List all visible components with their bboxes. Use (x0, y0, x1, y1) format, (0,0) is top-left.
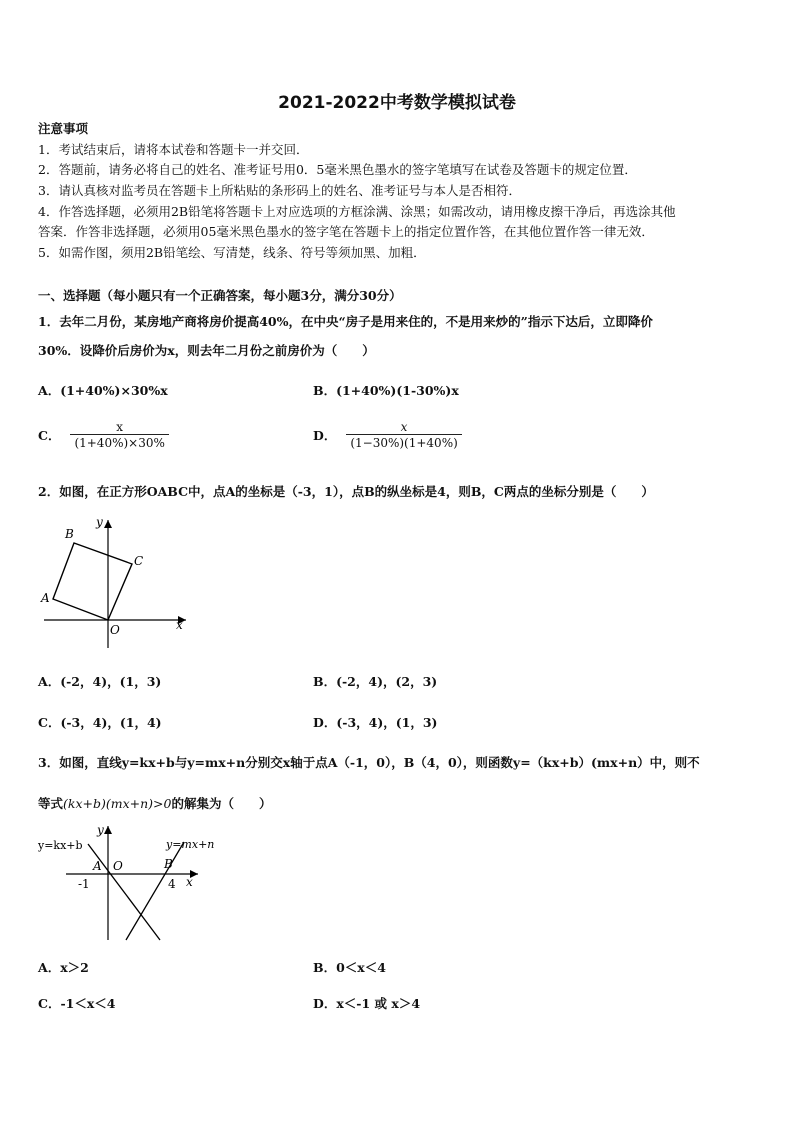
section-heading: 一、选择题（每小题只有一个正确答案，每小题3分，满分30分） (38, 288, 402, 303)
q3-option-b[interactable]: B．0＜x＜4 (313, 960, 386, 975)
q2-label-b: B (65, 527, 74, 541)
q3-label-line1: y=kx+b (38, 839, 83, 852)
q3-label-4: 4 (168, 877, 176, 891)
q1-option-d-numerator: x (400, 420, 408, 434)
q3-lines-figure (36, 822, 226, 944)
q3-label-a: A (93, 859, 102, 873)
notice-item-3: 3．请认真核对监考员在答题卡上所粘贴的条形码上的姓名、准考证号与本人是否相符． (38, 183, 521, 198)
q2-stem: 2．如图，在正方形OABC中，点A的坐标是（-3，1），点B的纵坐标是4，则B，C两点的坐标分别是（ ） (38, 484, 654, 499)
q1-option-a[interactable]: A．(1+40%)×30%x (38, 383, 168, 398)
q1-option-b[interactable]: B．(1+40%)(1-30%)x (313, 383, 459, 398)
q2-label-a: A (41, 591, 50, 605)
q2-option-b[interactable]: B．(-2，4)，(2，3) (313, 674, 438, 689)
q2-option-a[interactable]: A．(-2，4)，(1，3) (38, 674, 162, 689)
q1-stem-line2: 30%．设降价后房价为x，则去年二月份之前房价为（ ） (38, 343, 375, 358)
page-title: 2021-2022中考数学模拟试卷 (278, 93, 516, 113)
q3-stem-suffix: 的解集为（ ） (171, 796, 272, 811)
q3-option-c[interactable]: C．-1＜x＜4 (38, 996, 116, 1011)
q3-label-y: y (97, 823, 104, 837)
q3-label-line2: y=mx+n (166, 838, 215, 851)
notice-item-4: 4．作答选择题，必须用2B铅笔将答题卡上对应选项的方框涂满、涂黑；如需改动，请用橡皮擦干净后，再选涂其他 (38, 204, 676, 219)
q3-label-b: B (164, 857, 173, 871)
q3-stem-prefix: 等式 (38, 796, 64, 811)
q1-option-c-numerator: x (116, 420, 124, 434)
q3-inequality: (kx+b)(mx+n)>0 (63, 796, 172, 811)
q1-option-c[interactable] (38, 420, 169, 450)
q1-option-d-label: D． (313, 428, 337, 443)
q2-option-d[interactable]: D．(-3，4)，(1，3) (313, 715, 438, 730)
q2-option-c[interactable]: C．(-3，4)，(1，4) (38, 715, 162, 730)
q1-option-d-denominator: (1−30%)(1+40%) (346, 434, 461, 450)
q1-option-c-fraction (70, 420, 168, 450)
notice-item-2: 2．答题前，请务必将自己的姓名、准考证号用0．5毫米黑色墨水的签字笔填写在试卷及答题卡的规定位置． (38, 162, 637, 177)
q2-square-figure (36, 512, 196, 652)
q2-y-arrow (104, 520, 112, 528)
q2-label-x: x (176, 618, 183, 632)
q2-label-o: O (110, 623, 120, 637)
q3-line-mx-n (126, 842, 184, 940)
notice-item-4-cont: 答案．作答非选择题，必须用05毫米黑色墨水的签字笔在答题卡上的指定位置作答，在其他位置作答一律无效． (38, 224, 654, 239)
q3-stem-line2 (38, 796, 272, 812)
q1-stem-line1: 1．去年二月份，某房地产商将房价提高40%，在中央“房子是用来住的，不是用来炒的”指示下达后，立即降价 (38, 314, 653, 329)
q3-label-o: O (113, 859, 123, 873)
q1-option-d-fraction (346, 420, 461, 450)
q3-stem-line1: 3．如图，直线y=kx+b与y=mx+n分别交x轴于点A（-1，0），B（4，0），则函数y=（kx+b）(mx+n）中，则不 (38, 755, 700, 770)
notice-item-5: 5．如需作图，须用2B铅笔绘、写清楚，线条、符号等须加黑、加粗． (38, 245, 426, 260)
q3-label-x: x (186, 875, 193, 889)
notice-item-1: 1．考试结束后，请将本试卷和答题卡一并交回． (38, 142, 309, 157)
q3-y-arrow (104, 826, 112, 834)
q3-label-minus1: -1 (78, 877, 90, 891)
q1-option-c-denominator: (1+40%)×30% (70, 434, 168, 450)
q3-option-d[interactable]: D．x＜-1 或 x＞4 (313, 996, 421, 1011)
q2-label-c: C (134, 554, 144, 568)
q3-option-a[interactable]: A．x＞2 (38, 960, 89, 975)
q1-option-d[interactable] (313, 420, 462, 450)
q1-option-c-label: C． (38, 428, 61, 443)
q2-label-y: y (96, 515, 103, 529)
q2-square (53, 543, 132, 620)
notice-heading: 注意事项 (38, 121, 89, 136)
